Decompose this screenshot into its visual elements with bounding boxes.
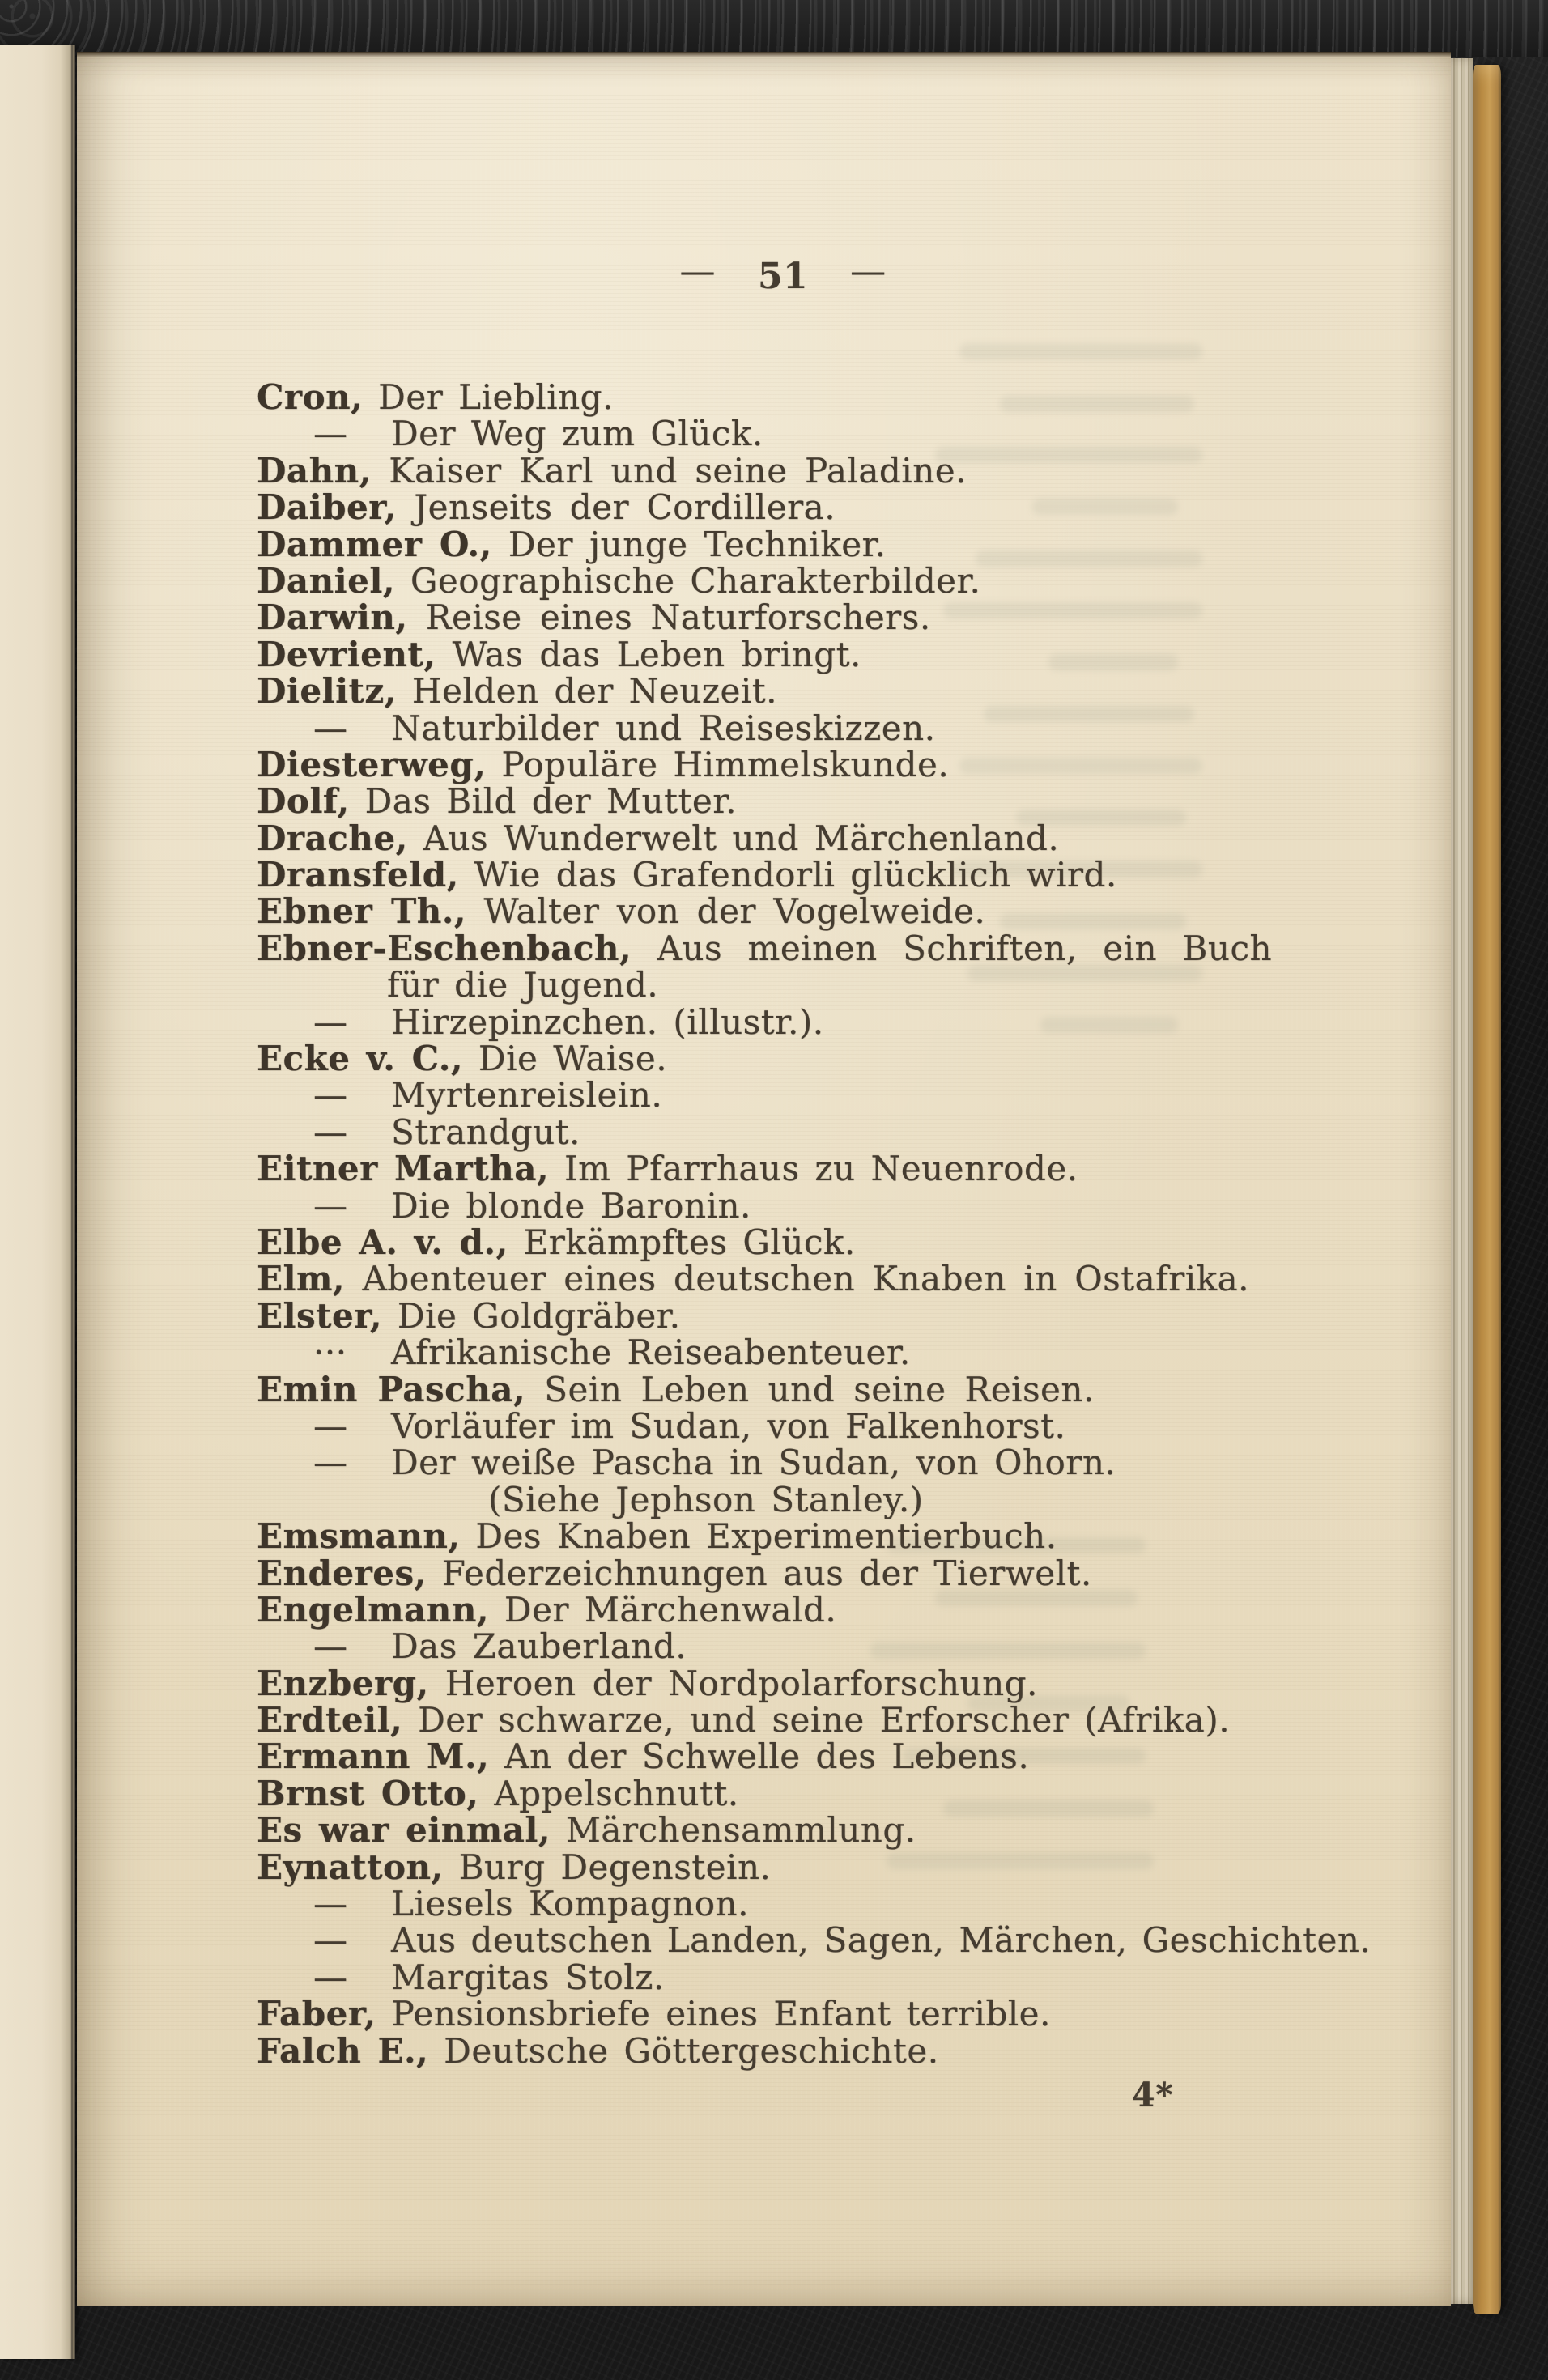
- catalog-line: [257, 1702, 1406, 1738]
- book-title: Der Liebling.: [378, 377, 614, 417]
- ditto-dash: —: [313, 1075, 348, 1116]
- author-name: Dolf,: [257, 781, 350, 822]
- author-name: Drache,: [257, 818, 408, 858]
- book-title: Myrtenreislein.: [391, 1075, 663, 1116]
- catalog-line: [257, 560, 1406, 601]
- author-name: Daniel,: [257, 560, 395, 601]
- book-title: Was das Leben bringt.: [452, 634, 861, 674]
- catalog-line: [257, 891, 1406, 932]
- ditto-dash: —: [313, 1626, 348, 1667]
- header-dash-right: —: [850, 251, 887, 292]
- author-name: Falch E.,: [257, 2030, 429, 2071]
- catalog-line: [257, 1481, 1406, 1518]
- author-name: Darwin,: [257, 597, 408, 638]
- book-title: Des Knaben Experimentierbuch.: [475, 1516, 1057, 1557]
- book-title: Afrikanische Reiseabenteuer.: [391, 1332, 911, 1373]
- book-title: Aus deutschen Landen, Sagen, Märchen, Geschichten.: [391, 1920, 1372, 1961]
- catalog-line: [257, 1224, 1406, 1260]
- book-title: Appelschnutt.: [494, 1773, 739, 1813]
- catalog-line: [257, 450, 1406, 491]
- author-name: Dielitz,: [257, 671, 397, 712]
- book-title: Liesels Kompagnon.: [391, 1884, 749, 1924]
- header-dash-left: —: [679, 251, 716, 292]
- page-stack-edges: [1451, 58, 1473, 2304]
- book-title: Wie das Grafendorli glücklich wird.: [474, 855, 1117, 895]
- book-title: Populäre Himmelskunde.: [501, 744, 950, 784]
- ditto-dash: —: [313, 1957, 348, 1997]
- catalog-line: [257, 820, 1406, 856]
- catalog-line: [257, 1626, 1406, 1667]
- author-name: Elster,: [257, 1295, 382, 1336]
- book-title: Der Märchenwald.: [504, 1589, 837, 1630]
- page-number: 51: [757, 256, 809, 297]
- catalog-line: [257, 1810, 1406, 1851]
- catalog-page: [77, 52, 1451, 2306]
- catalog-line: [257, 1040, 1406, 1077]
- catalog-line: [257, 1185, 1406, 1226]
- catalog-line: [257, 710, 1406, 746]
- book-title: Federzeichnungen aus der Tierwelt.: [441, 1553, 1092, 1593]
- author-name: Eynatton,: [257, 1847, 444, 1887]
- book-title: Sein Leben und seine Reisen.: [544, 1369, 1095, 1409]
- book-title: (Siehe Jephson Stanley.): [488, 1479, 924, 1519]
- author-name: Es war einmal,: [257, 1810, 551, 1851]
- author-name: Elm,: [257, 1259, 346, 1299]
- catalog-line: [257, 1885, 1406, 1922]
- author-name: Ebner-Eschenbach,: [257, 928, 632, 968]
- ditto-dash: —: [313, 414, 348, 454]
- catalog-line: [257, 1849, 1406, 1885]
- catalog-line: [257, 1995, 1406, 2032]
- ditto-dash: —: [313, 1111, 348, 1152]
- author-name: Engelmann,: [257, 1589, 489, 1630]
- catalog-line: [257, 1295, 1406, 1336]
- book-title: Jenseits der Cordillera.: [414, 487, 836, 528]
- catalog-line: [257, 2030, 1406, 2071]
- catalog-line: [257, 746, 1406, 783]
- catalog-line: [257, 526, 1406, 563]
- author-name: Ermann M.,: [257, 1736, 490, 1777]
- catalog-line: [257, 1775, 1406, 1812]
- author-name: Faber,: [257, 1994, 376, 2034]
- book-title: Strandgut.: [391, 1111, 580, 1152]
- catalog-line: [257, 597, 1406, 638]
- catalog-line: [257, 1516, 1406, 1557]
- book-title: Der junge Techniker.: [508, 524, 887, 564]
- catalog-line: [257, 1371, 1406, 1408]
- book-title: Geographische Charakterbilder.: [410, 560, 981, 601]
- catalog-line: [257, 1111, 1406, 1152]
- book-title: Pensionsbriefe eines Enfant terrible.: [391, 1994, 1051, 2034]
- book-title: Der weiße Pascha in Sudan, von Ohorn.: [391, 1443, 1116, 1483]
- book-title: Heroen der Nordpolarforschung.: [444, 1663, 1038, 1703]
- author-name: Brnst Otto,: [257, 1773, 479, 1813]
- author-name: Dahn,: [257, 450, 372, 491]
- catalog-line: [257, 1150, 1406, 1187]
- catalog-line: [257, 671, 1406, 712]
- author-name: Emin Pascha,: [257, 1369, 526, 1409]
- ditto-dash: —: [313, 708, 348, 748]
- ditto-dash: —: [313, 1443, 348, 1483]
- ditto-dash: —: [313, 1920, 348, 1961]
- book-title: Abenteuer eines deutschen Knaben in Ostafrika.: [362, 1259, 1250, 1299]
- catalog-line: [257, 415, 1406, 452]
- ditto-dash: —: [313, 1405, 348, 1446]
- catalog-line: [257, 1334, 1406, 1371]
- author-name: Erdteil,: [257, 1700, 403, 1740]
- author-name: Ecke v. C.,: [257, 1039, 464, 1079]
- book-title: Das Zauberland.: [391, 1626, 687, 1667]
- book-title: Hirzepinzchen. (illustr.).: [391, 1001, 824, 1042]
- book-title: Naturbilder und Reiseskizzen.: [391, 708, 936, 748]
- book-title: Walter von der Vogelweide.: [483, 891, 986, 932]
- catalog-entries: [257, 379, 1406, 2069]
- book-title: Kaiser Karl und seine Paladine.: [389, 450, 968, 491]
- book-title: Aus Wunderwelt und Märchenland.: [423, 818, 1060, 858]
- catalog-line: [257, 1959, 1406, 1995]
- ditto-dash: —: [313, 1884, 348, 1924]
- book-title: Der schwarze, und seine Erforscher (Afrika).: [418, 1700, 1231, 1740]
- book-title: Erkämpftes Glück.: [523, 1222, 856, 1262]
- author-name: Emsmann,: [257, 1516, 461, 1557]
- catalog-line: [257, 636, 1406, 673]
- catalog-line: [257, 487, 1406, 528]
- author-name: Diesterweg,: [257, 744, 487, 784]
- book-title: Vorläufer im Sudan, von Falkenhorst.: [391, 1405, 1066, 1446]
- catalog-line: [257, 930, 1406, 967]
- author-name: Devrient,: [257, 634, 436, 674]
- catalog-line: [257, 1405, 1406, 1446]
- catalog-line: [257, 1589, 1406, 1630]
- catalog-line: [257, 1260, 1406, 1297]
- book-title: Reise eines Naturforschers.: [425, 597, 931, 638]
- book-title: Burg Degenstein.: [458, 1847, 772, 1887]
- book-title: Die blonde Baronin.: [391, 1185, 751, 1226]
- book-title: Aus meinen Schriften, ein Buch: [657, 928, 1273, 968]
- catalog-line: [257, 967, 1406, 1003]
- ditto-dash: —: [313, 1001, 348, 1042]
- facing-page-edge: [0, 45, 75, 2359]
- page-header: [257, 251, 1309, 297]
- catalog-line: [257, 1444, 1406, 1481]
- catalog-line: [257, 1736, 1406, 1777]
- ditto-dash: —: [313, 1185, 348, 1226]
- leather-cover-top: [0, 0, 1548, 57]
- author-name: Cron,: [257, 377, 364, 417]
- author-name: Ebner Th.,: [257, 891, 467, 932]
- author-name: Daiber,: [257, 487, 397, 528]
- catalog-line: [257, 379, 1406, 415]
- author-name: Eitner Martha,: [257, 1149, 550, 1189]
- catalog-line: [257, 1001, 1406, 1042]
- signature-mark: 4*: [1132, 2076, 1174, 2114]
- book-title: Margitas Stolz.: [391, 1957, 665, 1997]
- catalog-line: [257, 856, 1406, 893]
- catalog-line: [257, 1920, 1406, 1961]
- book-title: Der Weg zum Glück.: [391, 414, 763, 454]
- book-title: Das Bild der Mutter.: [364, 781, 738, 822]
- author-name: Elbe A. v. d.,: [257, 1222, 508, 1262]
- book-title: Die Waise.: [478, 1039, 668, 1079]
- catalog-line: [257, 1555, 1406, 1592]
- book-title: für die Jugend.: [387, 965, 659, 1005]
- catalog-line: [257, 781, 1406, 822]
- author-name: Enderes,: [257, 1553, 427, 1593]
- catalog-line: [257, 1665, 1406, 1702]
- book-title: Deutsche Göttergeschichte.: [444, 2030, 939, 2071]
- author-name: Enzberg,: [257, 1663, 429, 1703]
- author-name: Dransfeld,: [257, 855, 459, 895]
- book-title: Helden der Neuzeit.: [411, 671, 778, 712]
- author-name: Dammer O.,: [257, 524, 492, 564]
- book-block-edge: [1473, 65, 1501, 2314]
- ditto-dash: ···: [313, 1332, 347, 1373]
- catalog-line: [257, 1075, 1406, 1116]
- book-title: Im Pfarrhaus zu Neuenrode.: [563, 1149, 1078, 1189]
- book-title: Die Goldgräber.: [397, 1295, 681, 1336]
- book-title: Märchensammlung.: [565, 1810, 916, 1851]
- book-title: An der Schwelle des Lebens.: [504, 1736, 1030, 1777]
